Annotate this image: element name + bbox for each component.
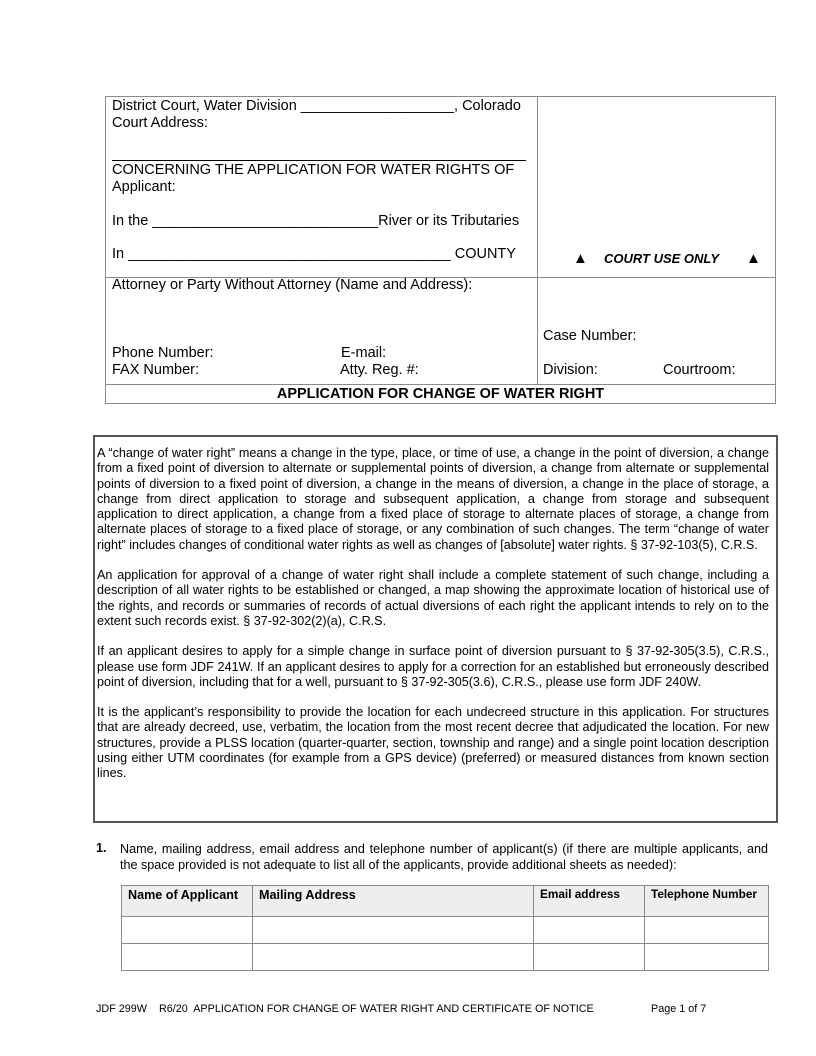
mailing-address-cell[interactable] — [253, 917, 534, 944]
table-header-email: Email address — [534, 886, 645, 917]
email-address-cell[interactable] — [534, 944, 645, 971]
division-label: Division: — [543, 362, 598, 378]
courtroom-label: Courtroom: — [663, 362, 736, 378]
instructions-box — [93, 435, 778, 823]
table-row — [122, 917, 769, 944]
telephone-cell[interactable] — [645, 917, 769, 944]
case-number-label: Case Number: — [543, 328, 637, 344]
table-header-phone: Telephone Number — [645, 886, 769, 917]
question-number: 1. — [96, 841, 107, 855]
court-line: District Court, Water Division ___________________, Colorado — [112, 98, 521, 114]
instructions-paragraph: An application for approval of a change of water right shall include a complete statement of such change, including a description of all water rights to be established or changed, a map showing the approximate location of historical use of the rights, and records or summaries of records of actual diversions of each right the applicant intends to rely on to the extent such records exist. § 37-92-302(2)(a), C.R.S. — [97, 568, 769, 628]
table-header-address: Mailing Address — [253, 886, 534, 917]
up-arrow-icon: ▲ — [746, 250, 761, 267]
question-text: Name, mailing address, email address and telephone number of applicant(s) (if there are multiple applicants, and the space provided is not adequate to list all of the applicants, provide additional sheets as needed): — [120, 842, 768, 872]
phone-label: Phone Number: — [112, 345, 214, 361]
concerning-text: CONCERNING THE APPLICATION FOR WATER RIGHTS OF — [112, 162, 515, 178]
telephone-cell[interactable] — [645, 944, 769, 971]
email-label: E-mail: — [341, 345, 387, 361]
caption-box — [105, 96, 776, 404]
caption-title-divider — [106, 384, 775, 385]
table-header-name: Name of Applicant — [122, 886, 253, 917]
applicant-label: Applicant: — [112, 179, 176, 195]
footer-form-id: JDF 299W R6/20 APPLICATION FOR CHANGE OF WATER RIGHT AND CERTIFICATE OF NOTICE — [96, 1003, 594, 1015]
applicant-table — [121, 885, 769, 971]
email-address-cell[interactable] — [534, 917, 645, 944]
table-row — [122, 944, 769, 971]
attorney-label: Attorney or Party Without Attorney (Name and Address): — [112, 277, 473, 293]
instructions-paragraph: It is the applicant’s responsibility to provide the location for each undecreed structure in this application. For structures that are already decreed, use, verbatim, the location from the most recent decree that adjudicated the location. For new structures, provide a PLSS location (quarter-quarter, section, township and range) and a single point location description using either UTM coordinates (for example from a GPS device) (preferred) or measured distances from known section lines. — [97, 705, 769, 781]
applicant-name-cell[interactable] — [122, 944, 253, 971]
instructions-paragraph: If an applicant desires to apply for a simple change in surface point of diversion pursuant to § 37-92-305(3.5), C.R.S., please use form JDF 241W. If an applicant desires to apply for a correction for an established but erroneously described point of diversion, including that for a well, pursuant to § 37-92-305(3.6), C.R.S., please use form JDF 240W. — [97, 644, 769, 689]
fax-label: FAX Number: — [112, 362, 200, 378]
applicant-name-cell[interactable] — [122, 917, 253, 944]
form-title: APPLICATION FOR CHANGE OF WATER RIGHT — [276, 386, 605, 402]
caption-divider — [537, 97, 538, 384]
river-line: In the ____________________________River or its Tributaries — [112, 213, 520, 229]
court-use-only: COURT USE ONLY — [604, 251, 720, 266]
up-arrow-icon: ▲ — [573, 250, 588, 267]
court-address-label: Court Address: — [112, 115, 208, 131]
instructions-paragraph: A “change of water right” means a change in the type, place, or time of use, a change in the point of diversion, a change from a fixed point of diversion to alternate or supplemental points of diversion, a change from alternate or supplemental points of diversion to a fixed point of diversion, a change in the means of diversion, a change in the place of storage, a change from direct application to storage and subsequent application, a change from storage and subsequent application to direct application, a change from a fixed place of storage to alternate places of storage, a change from alternate places of storage to a fixed place of storage, or any combination of such changes. The term “change of water right” includes changes of conditional water rights as well as changes of [absolute] water rights. § 37-92-103(5), C.R.S. — [97, 446, 769, 552]
page-number: Page 1 of 7 — [651, 1003, 707, 1015]
atty-reg-label: Atty. Reg. #: — [340, 362, 419, 378]
court-address-line — [112, 160, 526, 161]
mailing-address-cell[interactable] — [253, 944, 534, 971]
county-line: In ________________________________________ COUNTY — [112, 246, 516, 262]
